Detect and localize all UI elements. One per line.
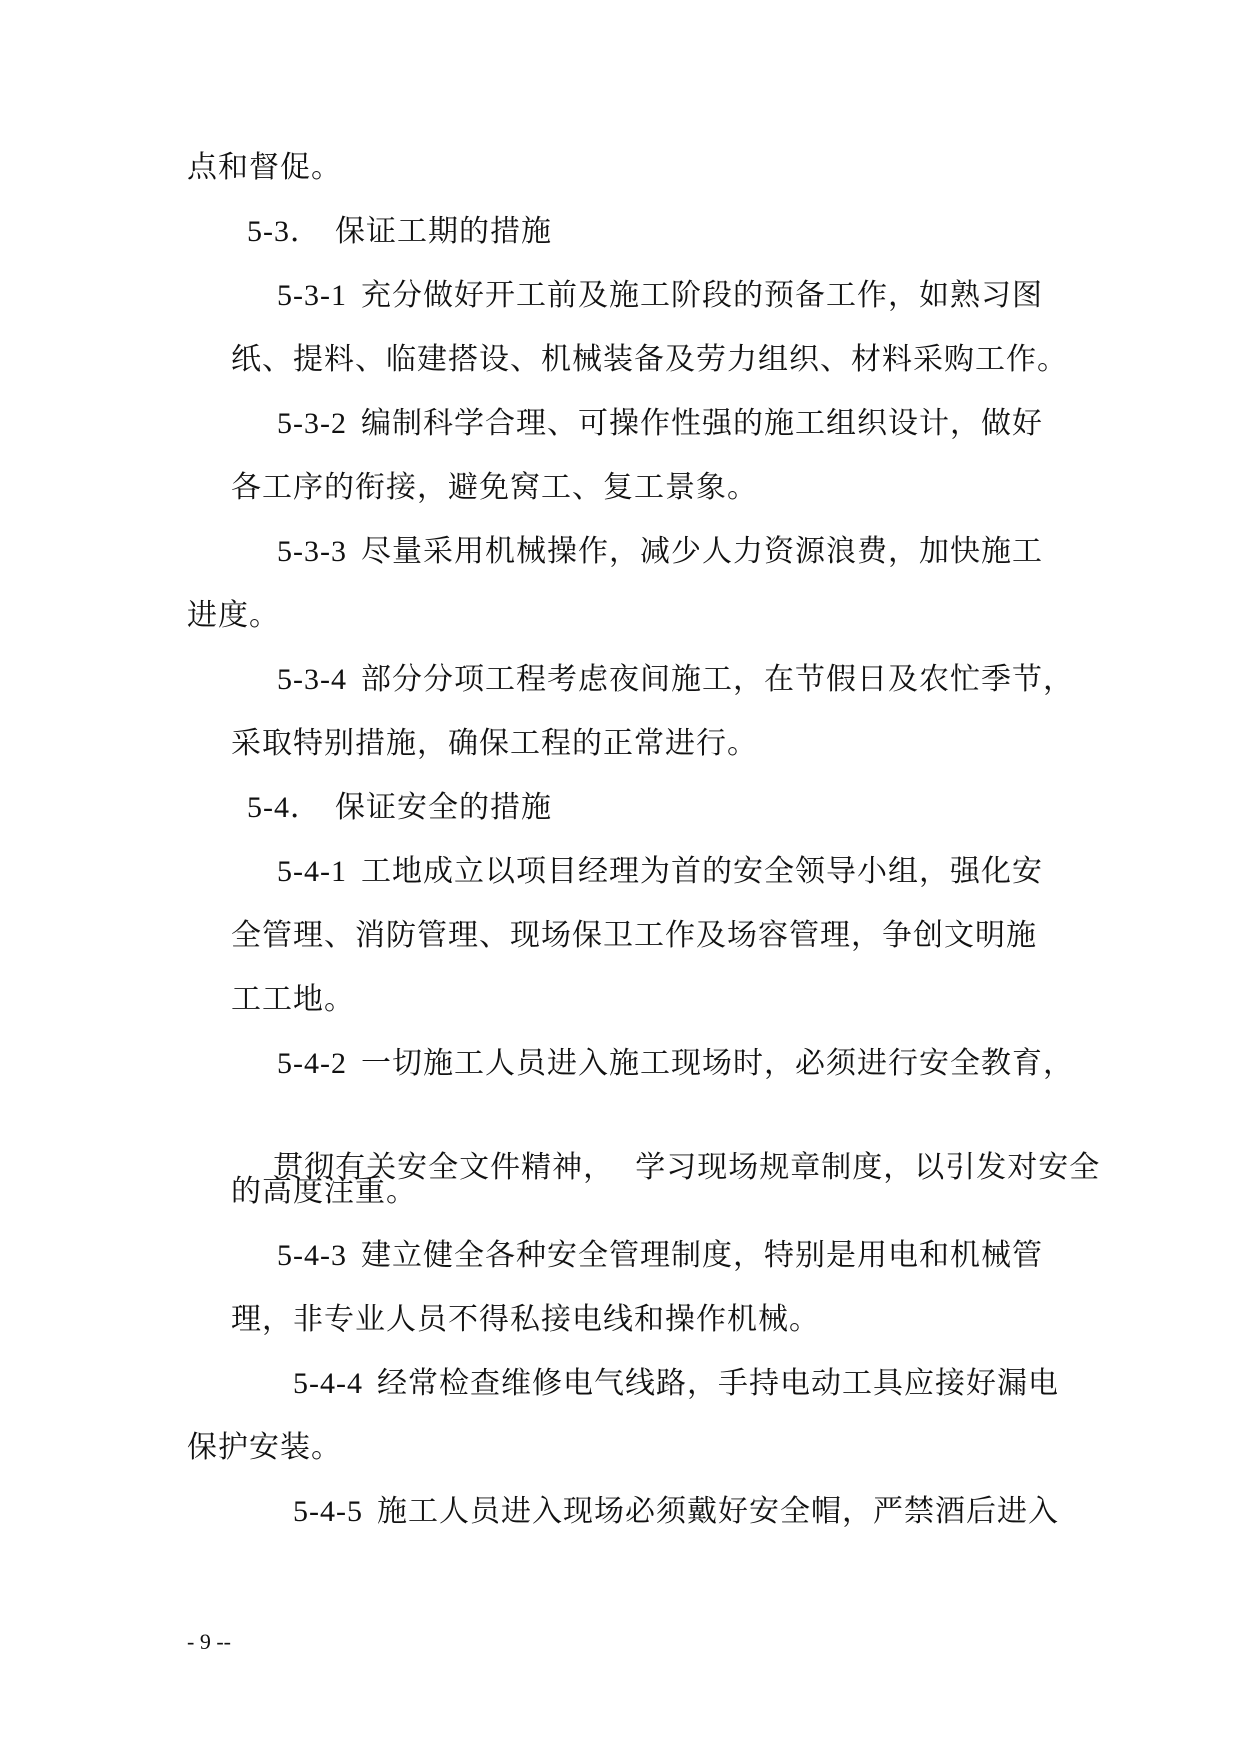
line-text: 进度。 [187, 598, 280, 633]
section-number: 5-3． [247, 215, 321, 248]
section-title: 保证安全的措施 [335, 790, 552, 825]
section-number: 5-4． [247, 791, 321, 824]
clause-number: 5-4-1 [277, 855, 347, 888]
line-text: 贯彻有关安全文件精神， 学习现场规章制度，以引发对安全 [273, 1150, 1101, 1185]
clause-line [277, 404, 1043, 444]
text-line [187, 596, 280, 636]
line-text: 充分做好开工前及施工阶段的预备工作，如熟习图 [360, 278, 1043, 313]
line-text: 理，非专业人员不得私接电线和操作机械。 [231, 1302, 820, 1337]
text-line [231, 340, 1068, 380]
clause-number: 5-4-3 [277, 1239, 347, 1272]
text-line [231, 916, 1037, 956]
line-text: 纸、提料、临建搭设、机械装备及劳力组织、材料采购工作。 [231, 342, 1068, 377]
clause-number: 5-3-1 [277, 279, 347, 312]
clause-number: 5-4-2 [277, 1047, 347, 1080]
clause-line [277, 852, 1043, 892]
section-heading [247, 212, 552, 252]
line-text: 部分分项工程考虑夜间施工，在节假日及农忙季节， [360, 662, 1074, 697]
clause-number: 5-3-3 [277, 535, 347, 568]
line-text: 点和督促。 [187, 150, 342, 185]
line-text: 尽量采用机械操作，减少人力资源浪费，加快施工 [360, 534, 1043, 569]
line-text: 全管理、消防管理、现场保卫工作及场容管理，争创文明施 [231, 918, 1037, 953]
clause-line [277, 660, 1074, 700]
clause-number: 5-3-2 [277, 407, 347, 440]
text-line [231, 1300, 820, 1340]
line-text: 建立健全各种安全管理制度，特别是用电和机械管 [360, 1238, 1043, 1273]
text-line [231, 980, 355, 1020]
clause-line [277, 276, 1043, 316]
clause-line [277, 1236, 1043, 1276]
line-text: 施工人员进入现场必须戴好安全帽，严禁酒后进入 [376, 1494, 1059, 1529]
text-line [231, 468, 758, 508]
line-text: 一切施工人员进入施工现场时，必须进行安全教育， [360, 1046, 1074, 1081]
line-text: 工地成立以项目经理为首的安全领导小组，强化安 [360, 854, 1043, 889]
clause-number: 5-3-4 [277, 663, 347, 696]
text-line [187, 148, 342, 188]
line-text: 工工地。 [231, 982, 355, 1017]
line-text: 经常检查维修电气线路，手持电动工具应接好漏电 [376, 1366, 1059, 1401]
section-title: 保证工期的措施 [335, 214, 552, 249]
line-text: 保护安装。 [187, 1430, 342, 1465]
text-line [231, 1172, 417, 1212]
text-line [187, 1428, 342, 1468]
clause-line [293, 1364, 1059, 1404]
section-heading [247, 788, 552, 828]
line-text: 各工序的衔接，避免窝工、复工景象。 [231, 470, 758, 505]
clause-line [277, 532, 1043, 572]
line-text: 采取特别措施，确保工程的正常进行。 [231, 726, 758, 761]
clause-line [293, 1492, 1059, 1532]
clause-line [277, 1044, 1074, 1084]
text-line [231, 724, 758, 764]
line-text: 编制科学合理、可操作性强的施工组织设计，做好 [360, 406, 1043, 441]
clause-number: 5-4-5 [293, 1495, 363, 1528]
line-text: 的高度注重。 [231, 1174, 417, 1209]
clause-number: 5-4-4 [293, 1367, 363, 1400]
page-number: - 9 -- [187, 1629, 231, 1654]
